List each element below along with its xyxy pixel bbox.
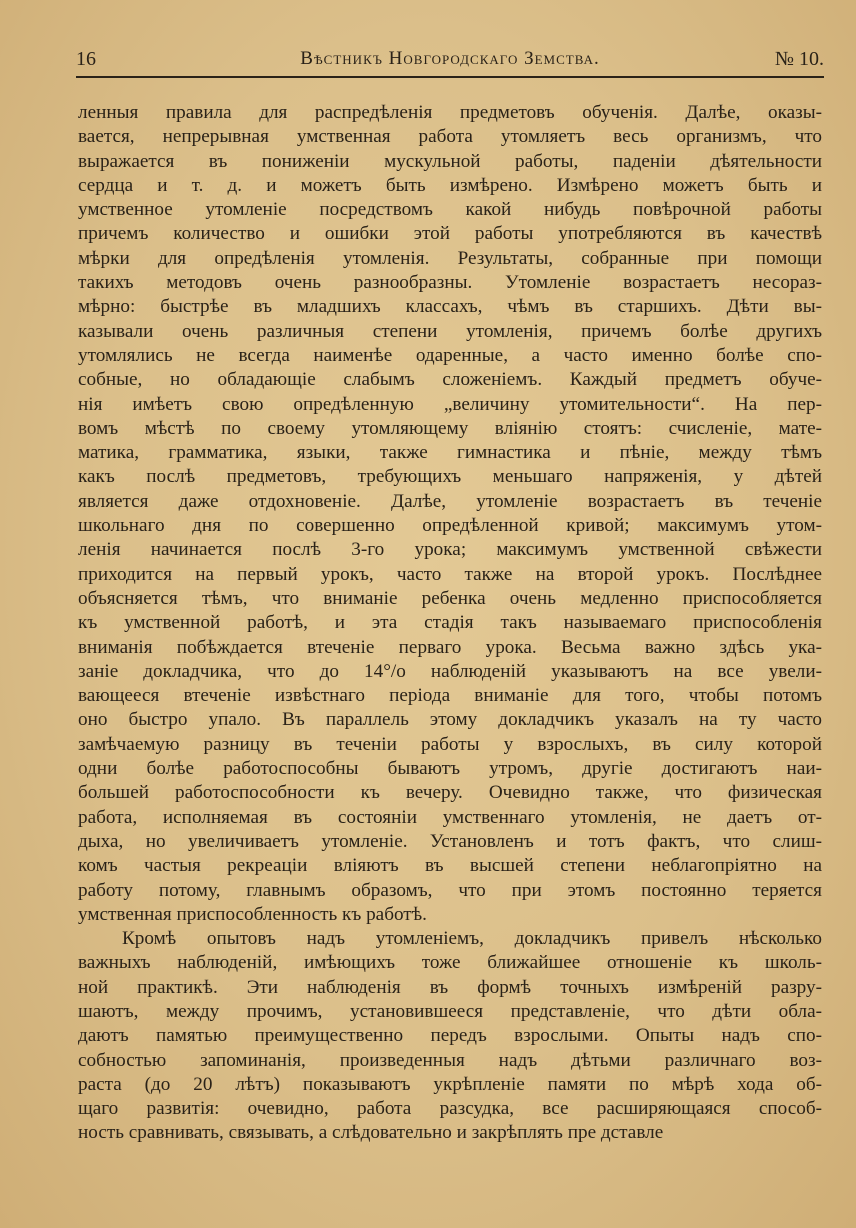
- text-line: замѣчаемую разницу въ теченіи работы у взрослыхъ, въ силу которой: [78, 733, 822, 755]
- text-line: дыха, но увеличиваетъ утомленіе. Установленъ и тотъ фактъ, что слиш-: [78, 830, 822, 852]
- text-line: такихъ методовъ очень разнообразны. Утомленіе возрастаетъ несораз-: [78, 272, 822, 294]
- text-line: Кромѣ опытовъ надъ утомленіемъ, докладчикъ привелъ нѣсколько: [122, 928, 822, 950]
- text-line: умственное утомленіе посредствомъ какой нибудь повѣрочной работы: [78, 199, 822, 221]
- text-line: одни болѣе работоспособны бываютъ утромъ, другіе достигаютъ наи-: [78, 758, 822, 780]
- text-line: выражается въ пониженіи мускульной работы, паденіи дѣятельности: [78, 150, 822, 172]
- text-line: комъ частыя рекреаціи вліяютъ въ высшей степени неблагопріятно на: [78, 855, 822, 877]
- text-line: заніе докладчика, что до 14°/о наблюденій указываютъ на все увели-: [78, 660, 822, 682]
- issue-number: № 10.: [774, 48, 824, 70]
- text-line: щаго развитія: очевидно, работа разсудка, все расширяющаяся способ-: [78, 1098, 822, 1120]
- text-line: къ умственной работѣ, и эта стадія такъ называемаго приспособленія: [78, 612, 822, 634]
- text-line: матика, грамматика, языки, также гимнастика и пѣніе, между тѣмъ: [78, 442, 822, 464]
- text-line: умственная приспособленность къ работѣ.: [78, 903, 427, 925]
- text-line: шаютъ, между прочимъ, установившееся представленіе, что дѣти обла-: [78, 1000, 822, 1022]
- text-line: ленныя правила для распредѣленія предметовъ обученія. Далѣе, оказы-: [78, 102, 822, 123]
- paragraph: [78, 101, 822, 927]
- text-line: большей работоспособности къ вечеру. Очевидно также, что физическая: [78, 782, 822, 804]
- text-line: утомлялись не всегда наименѣе одаренные, а часто именно болѣе спо-: [78, 344, 822, 366]
- text-line: вомъ мѣстѣ по своему утомляющему вліянію стоятъ: счисленіе, мате-: [78, 417, 822, 439]
- running-header: [76, 48, 824, 74]
- text-line: даютъ памятью преимущественно передъ взрослыми. Опыты надъ спо-: [78, 1025, 822, 1047]
- text-line: собностью запоминанія, произведенныя надъ дѣтьми различнаго воз-: [78, 1049, 822, 1071]
- text-line: работу потому, главнымъ образомъ, что при этомъ постоянно теряется: [78, 879, 822, 901]
- text-line: вается, непрерывная умственная работа утомляетъ весь организмъ, что: [78, 126, 822, 148]
- text-line: важныхъ наблюденій, имѣющихъ тоже ближайшее отношеніе къ школь-: [78, 952, 822, 974]
- article-body: [78, 101, 822, 1146]
- paragraph: [78, 927, 822, 1146]
- text-line: мѣрно: быстрѣе въ младшихъ классахъ, чѣмъ въ старшихъ. Дѣти вы-: [78, 296, 822, 318]
- header-rule: [76, 76, 824, 78]
- text-line: раста (до 20 лѣтъ) показываютъ укрѣпленіе памяти по мѣрѣ хода об-: [78, 1073, 822, 1095]
- journal-title: Вѣстникъ Новгородскаго Земства.: [300, 48, 600, 69]
- text-line: ность сравнивать, связывать, а слѣдовательно и закрѣплять пре дставле: [78, 1122, 664, 1144]
- text-line: оно быстро упало. Въ параллель этому докладчикъ указалъ на ту часто: [78, 709, 822, 731]
- text-line: какъ послѣ предметовъ, требующихъ меньшаго напряженія, у дѣтей: [78, 466, 822, 488]
- text-line: является даже отдохновеніе. Далѣе, утомленіе возрастаетъ въ теченіе: [78, 490, 822, 512]
- text-line: мѣрки для опредѣленія утомленія. Результаты, собранные при помощи: [78, 247, 822, 269]
- text-line: вающееся втеченіе извѣстнаго періода вниманіе для того, чтобы потомъ: [78, 685, 822, 707]
- text-line: сердца и т. д. и можетъ быть измѣрено. Измѣрено можетъ быть и: [78, 174, 822, 196]
- text-line: объясняется тѣмъ, что вниманіе ребенка очень медленно приспособляется: [78, 587, 822, 609]
- text-line: ной практикѣ. Эти наблюденія въ формѣ точныхъ измѣреній разру-: [78, 976, 822, 998]
- text-line: приходится на первый урокъ, часто также на второй урокъ. Послѣднее: [78, 563, 822, 585]
- text-line: школьнаго дня по совершенно опредѣленной кривой; максимумъ утом-: [78, 515, 822, 537]
- text-line: нія имѣетъ свою опредѣленную „величину утомительности“. На пер-: [78, 393, 822, 415]
- text-line: причемъ количество и ошибки этой работы употребляются въ качествѣ: [78, 223, 822, 245]
- text-line: собные, но обладающіе слабымъ сложеніемъ. Каждый предметъ обуче-: [78, 369, 822, 391]
- text-line: вниманія побѣждается втеченіе перваго урока. Весьма важно здѣсь ука-: [78, 636, 822, 658]
- text-line: работа, исполняемая въ состояніи умственнаго утомленія, не даетъ от-: [78, 806, 822, 828]
- page-number: 16: [76, 48, 96, 70]
- text-line: ленія начинается послѣ 3-го урока; максимумъ умственной свѣжести: [78, 539, 822, 561]
- text-line: казывали очень различныя степени утомленія, причемъ болѣе другихъ: [78, 320, 822, 342]
